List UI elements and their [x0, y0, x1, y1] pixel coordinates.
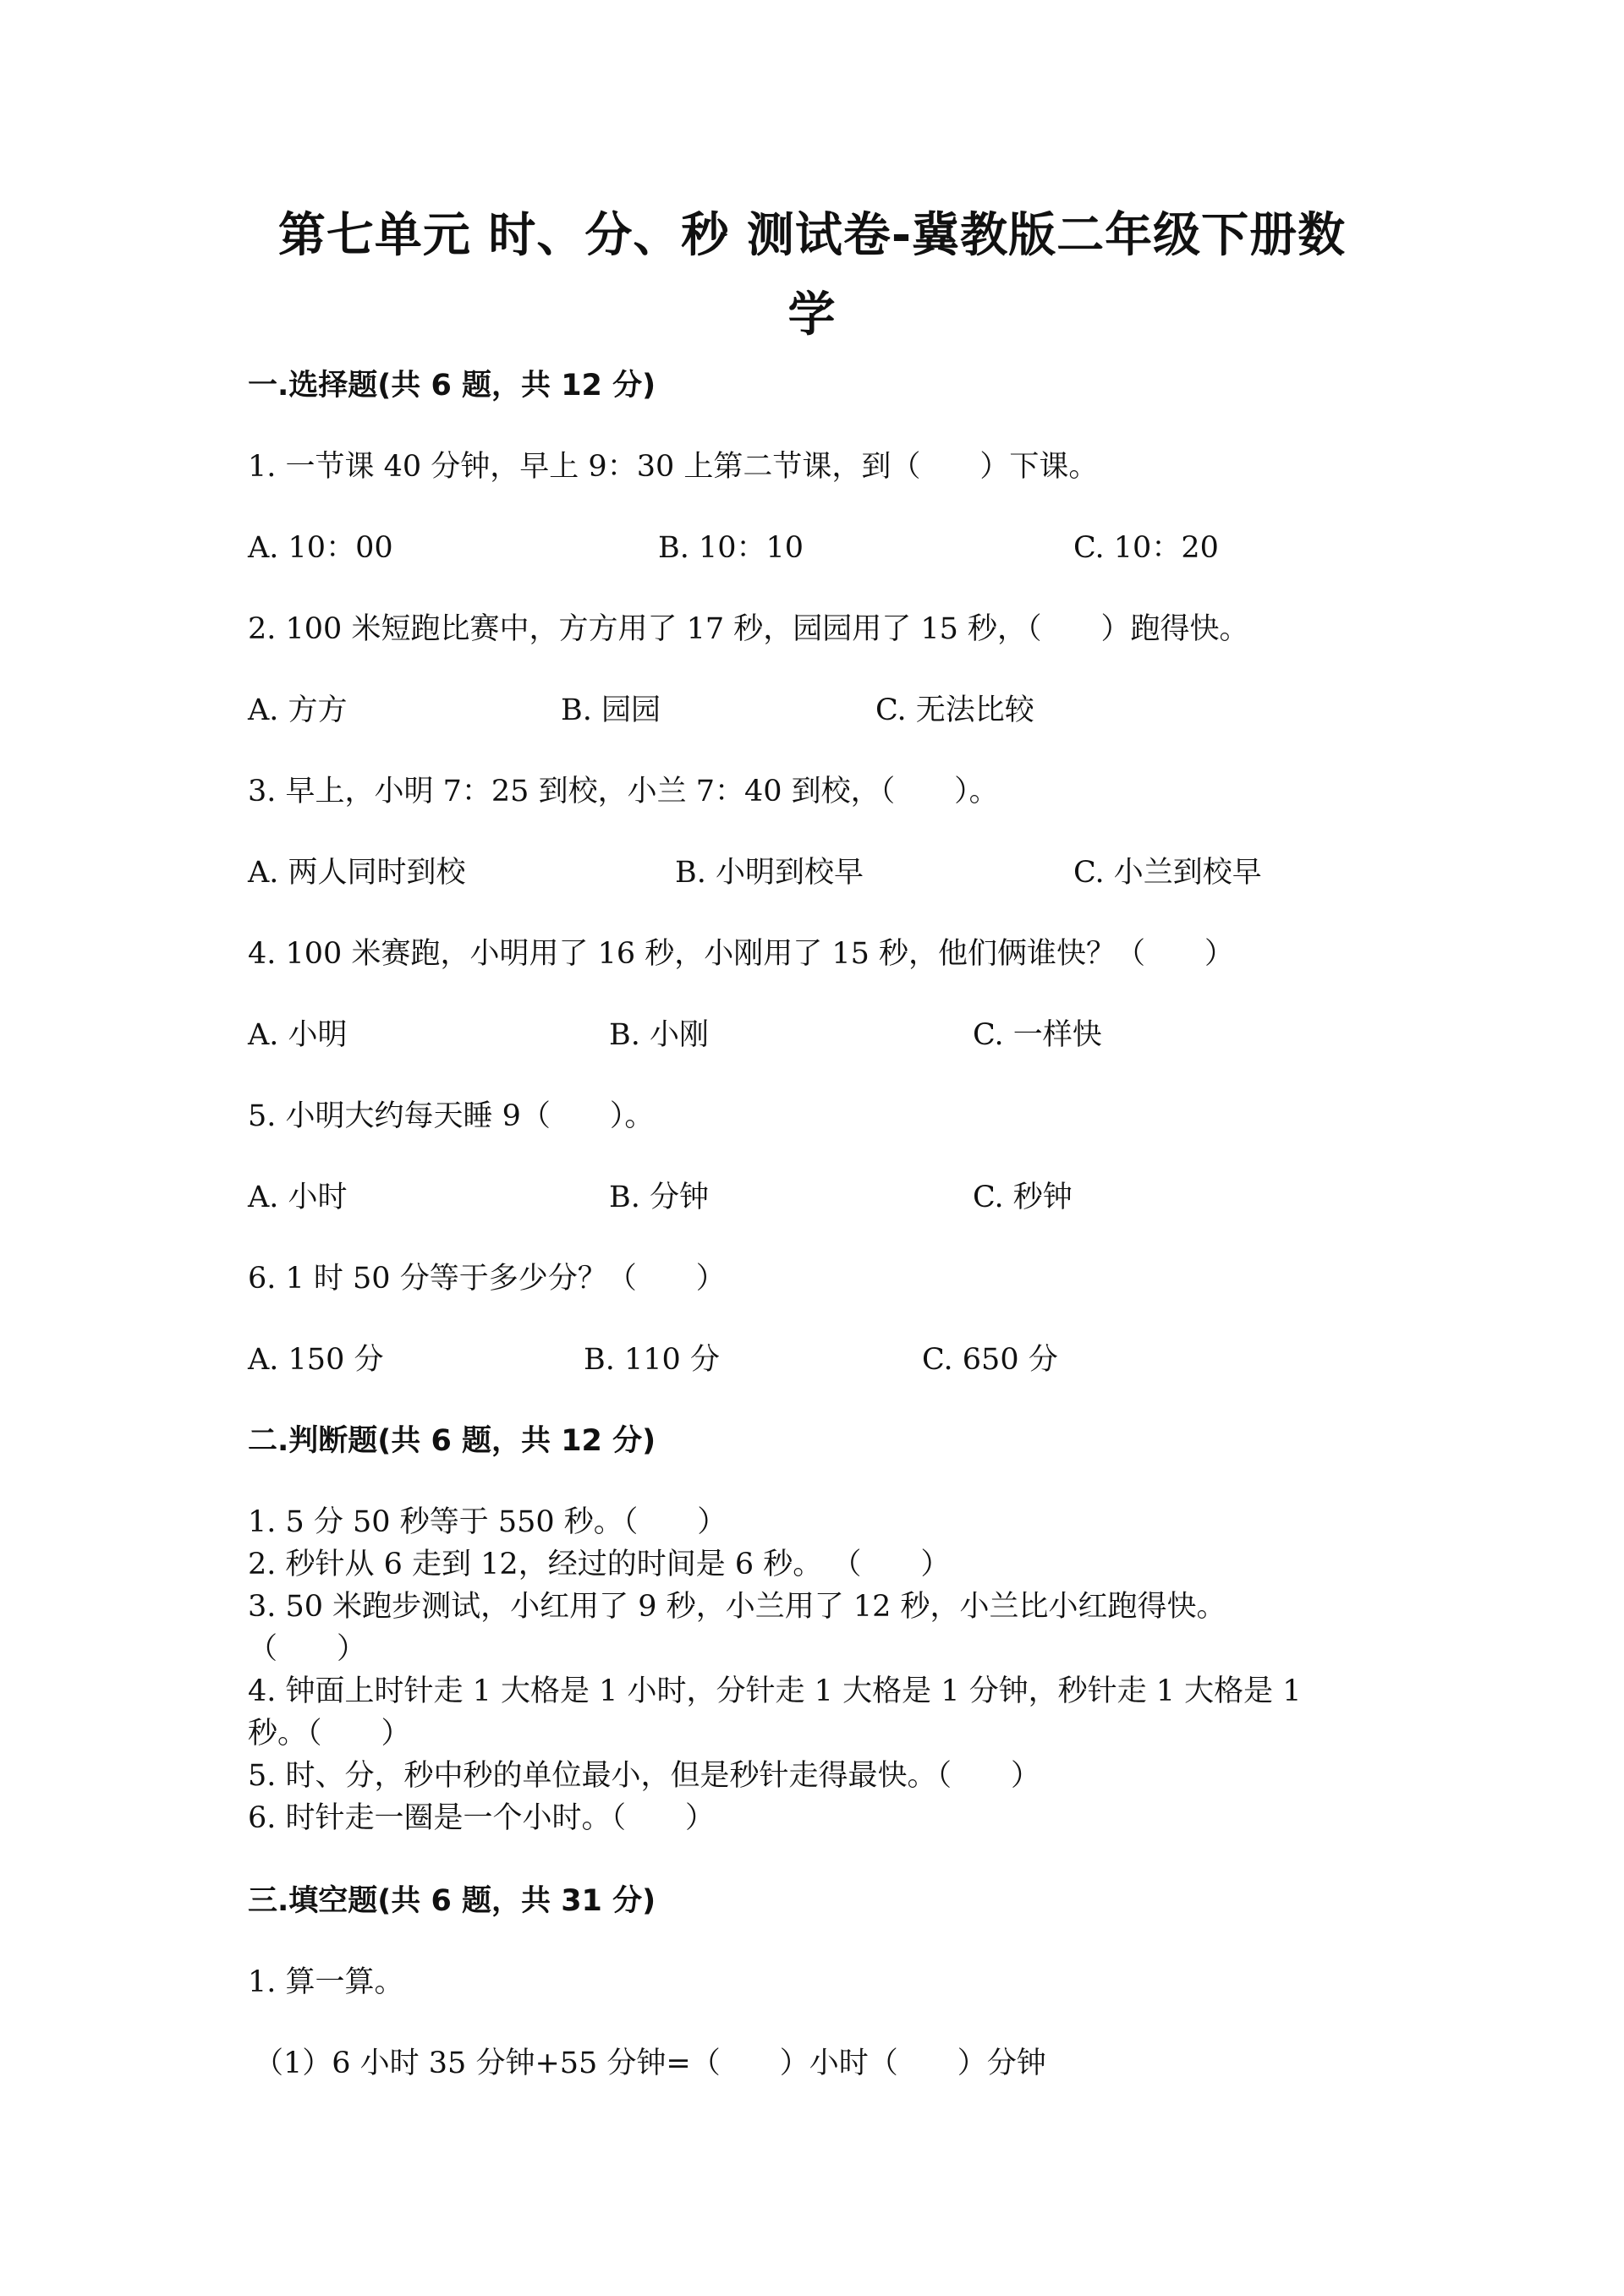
question-4: 4. 100 米赛跑，小明用了 16 秒，小刚用了 15 秒，他们俩谁快？（ ）	[248, 937, 1235, 971]
q1-option-b: B. 10：10	[658, 531, 804, 565]
title-line-2: 学	[787, 288, 837, 342]
title-line-1: 第七单元 时、分、秒 测试卷-冀教版二年级下册数	[277, 208, 1347, 263]
section-heading-fill-blank: 三.填空题(共 6 题，共 31 分)	[248, 1884, 656, 1918]
q2-option-a: A. 方方	[248, 693, 348, 727]
question-1: 1. 一节课 40 分钟，早上 9：30 上第二节课，到（ ）下课。	[248, 450, 1099, 484]
question-5: 5. 小明大约每天睡 9（ ）。	[248, 1099, 655, 1133]
q5-option-a: A. 小时	[248, 1181, 348, 1214]
question-2: 2. 100 米短跑比赛中，方方用了 17 秒，园园用了 15 秒，（ ）跑得快。	[248, 612, 1249, 646]
tf-question-4: 4. 钟面上时针走 1 大格是 1 小时，分针走 1 大格是 1 分钟，秒针走 1 大格是 1	[248, 1674, 1302, 1708]
q3-option-b: B. 小明到校早	[675, 856, 864, 890]
fill-question-1-sub-1: （1）6 小时 35 分钟+55 分钟=（ ）小时（ ）分钟	[254, 2047, 1046, 2080]
q3-option-a: A. 两人同时到校	[248, 856, 466, 890]
q5-option-c: C. 秒钟	[973, 1181, 1073, 1214]
tf-question-2: 2. 秒针从 6 走到 12，经过的时间是 6 秒。 （ ）	[248, 1548, 951, 1581]
q5-option-b: B. 分钟	[609, 1181, 709, 1214]
q4-option-c: C. 一样快	[973, 1018, 1102, 1052]
q1-option-a: A. 10：00	[248, 531, 393, 565]
tf-question-4-cont: 秒。（ ）	[248, 1717, 411, 1751]
page-title	[237, 196, 1387, 355]
tf-question-3: 3. 50 米跑步测试，小红用了 9 秒，小兰用了 12 秒，小兰比小红跑得快。	[248, 1590, 1226, 1624]
tf-question-5: 5. 时、分，秒中秒的单位最小，但是秒针走得最快。（ ）	[248, 1759, 1041, 1793]
q6-option-a: A. 150 分	[248, 1343, 384, 1377]
tf-question-3-bracket: （ ）	[248, 1632, 367, 1666]
fill-question-1: 1. 算一算。	[248, 1965, 404, 1999]
q3-option-c: C. 小兰到校早	[1073, 856, 1262, 890]
q6-option-b: B. 110 分	[584, 1343, 720, 1377]
question-3: 3. 早上，小明 7：25 到校，小兰 7：40 到校，（ ）。	[248, 775, 999, 808]
q1-option-c: C. 10：20	[1073, 531, 1219, 565]
q2-option-b: B. 园园	[561, 693, 661, 727]
section-heading-true-false: 二.判断题(共 6 题，共 12 分)	[248, 1424, 656, 1458]
question-6: 6. 1 时 50 分等于多少分？（ ）	[248, 1262, 726, 1296]
q6-option-c: C. 650 分	[922, 1343, 1058, 1377]
q4-option-b: B. 小刚	[609, 1018, 709, 1052]
q2-option-c: C. 无法比较	[875, 693, 1034, 727]
tf-question-1: 1. 5 分 50 秒等于 550 秒。（ ）	[248, 1505, 727, 1539]
section-heading-multiple-choice: 一.选择题(共 6 题，共 12 分)	[248, 369, 656, 403]
q4-option-a: A. 小明	[248, 1018, 348, 1052]
tf-question-6: 6. 时针走一圈是一个小时。（ ）	[248, 1801, 716, 1835]
